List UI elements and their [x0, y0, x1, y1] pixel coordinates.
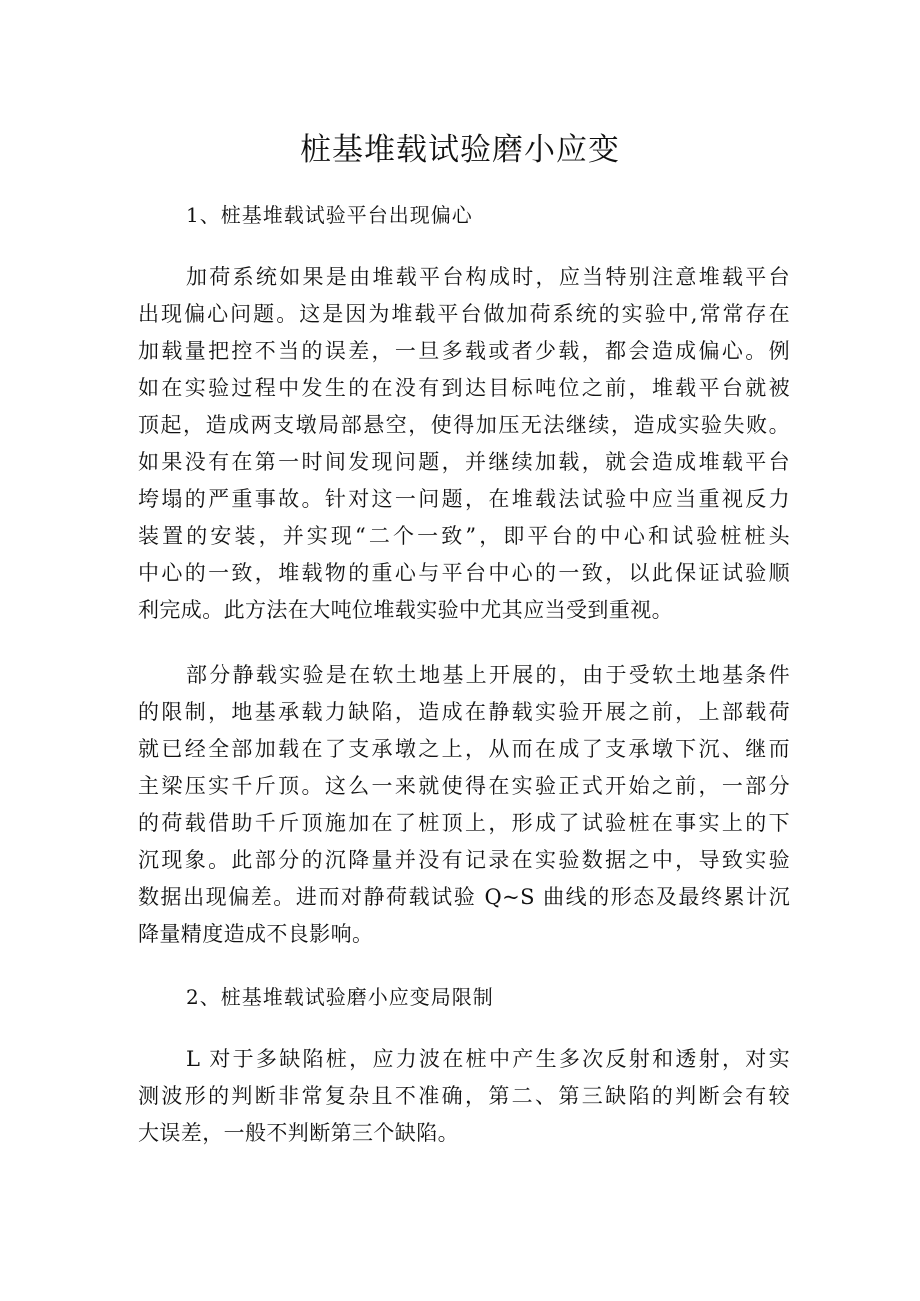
paragraph-line: 加载量把控不当的误差，一旦多载或者少载，都会造成偏心。例 — [138, 339, 790, 363]
paragraph-line: 如果没有在第一时间发现问题，并继续加载，就会造成堆载平台 — [138, 450, 790, 474]
section-heading-1: 1、桩基堆载试验平台出现偏心 — [186, 203, 473, 227]
paragraph-line: 部分静载实验是在软土地基上开展的，由于受软土地基条件 — [186, 663, 790, 687]
section-2-paragraph-1 — [138, 1041, 790, 1152]
paragraph-line: 中心的一致，堆载物的重心与平台中心的一致，以此保证试验顺 — [138, 561, 790, 585]
paragraph-line: 主梁压实千斤顶。这么一来就使得在实验正式开始之前，一部分 — [138, 774, 790, 798]
section-heading-2: 2、桩基堆载试验磨小应变局限制 — [186, 985, 494, 1009]
page-title: 桩基堆载试验磨小应变 — [300, 132, 620, 168]
paragraph-line: 的限制，地基承载力缺陷，造成在静载实验开展之前，上部载荷 — [138, 700, 790, 724]
paragraph-line: 顶起，造成两支墩局部悬空，使得加压无法继续，造成实验失败。 — [138, 413, 790, 437]
section-1-paragraph-2 — [138, 657, 790, 953]
document-body — [138, 199, 790, 1180]
paragraph-line: 的荷载借助千斤顶施加在了桩顶上，形成了试验桩在事实上的下 — [138, 811, 790, 835]
paragraph-line: 加荷系统如果是由堆载平台构成时，应当特别注意堆载平台 — [186, 265, 790, 289]
paragraph-line: 数据出现偏差。进而对静荷载试验 Q~S 曲线的形态及最终累计沉 — [138, 885, 790, 909]
paragraph-line: 如在实验过程中发生的在没有到达目标吨位之前，堆载平台就被 — [138, 376, 790, 400]
paragraph-line: 装置的安装，并实现“二个一致”，即平台的中心和试验桩桩头 — [138, 524, 790, 548]
section-1-paragraph-1 — [138, 259, 790, 629]
paragraph-line: 就已经全部加载在了支承墩之上，从而在成了支承墩下沉、继而 — [138, 737, 790, 761]
paragraph-line: 垮塌的严重事故。针对这一问题，在堆载法试验中应当重视反力 — [138, 487, 790, 511]
paragraph-line: 降量精度造成不良影响。 — [138, 922, 374, 946]
paragraph-line: 出现偏心问题。这是因为堆载平台做加荷系统的实验中,常常存在 — [138, 302, 790, 326]
paragraph-line: L 对于多缺陷桩，应力波在桩中产生多次反射和透射，对实 — [186, 1047, 790, 1071]
paragraph-line: 大误差，一般不判断第三个缺陷。 — [138, 1121, 459, 1145]
paragraph-line: 沉现象。此部分的沉降量并没有记录在实验数据之中，导致实验 — [138, 848, 790, 872]
paragraph-line: 测波形的判断非常复杂且不准确，第二、第三缺陷的判断会有较 — [138, 1084, 790, 1108]
paragraph-line: 利完成。此方法在大吨位堆载实验中尤其应当受到重视。 — [138, 598, 673, 622]
